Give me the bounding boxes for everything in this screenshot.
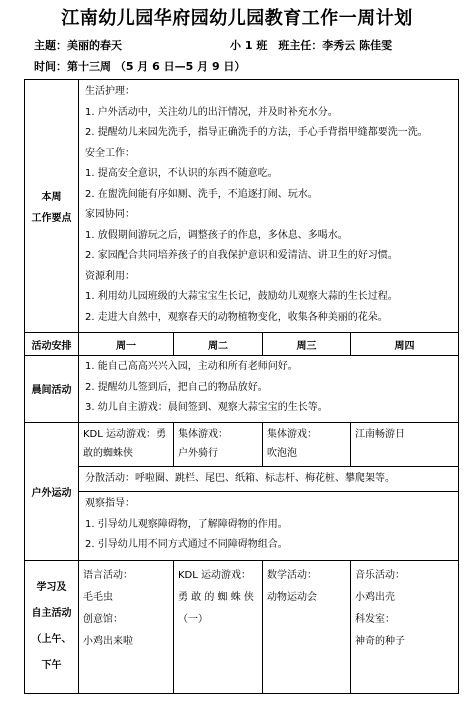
day-header-mon: 周一 <box>79 333 174 356</box>
day-header-wed: 周三 <box>263 333 351 356</box>
goal-line: 2. 走进大自然中，观察春天的动物植物变化，收集各种美丽的花朵。 <box>85 311 388 323</box>
theme-label: 主题：美丽的春天 <box>34 39 122 52</box>
class-teacher-label: 小 1 班 班主任：李秀云 陈佳雯 <box>230 39 393 52</box>
morning-content <box>79 356 459 423</box>
outdoor-game-thu: 江南畅游日 <box>351 422 459 466</box>
learning-mon: 语言活动： 毛毛虫 创意馆： 小鸡出来啦 <box>79 560 174 693</box>
schedule-header-row <box>25 333 459 356</box>
weekly-plan-table <box>24 79 459 694</box>
goal-line: 1. 利用幼儿园班级的大蒜宝宝生长记，鼓励幼儿观察大蒜的生长过程。 <box>85 291 398 302</box>
day-header-thu: 周四 <box>351 333 459 356</box>
page-title: 江南幼儿园华府园幼儿园教育工作一周计划 <box>61 8 413 29</box>
outdoor-guide-row <box>25 492 459 561</box>
goal-line: 2. 家园配合共同培养孩子的自我保护意识和爱清洁、讲卫生的好习惯。 <box>85 250 398 261</box>
weekly-goals-label: 本周 工作要点 <box>25 80 79 333</box>
goal-line: 资源利用： <box>85 270 135 282</box>
outdoor-scattered: 分散活动：呼啦圈、跳栏、尾巴、纸箱、标志杆、梅花桩、攀爬架等。 <box>79 466 459 492</box>
learning-wed: 数学活动： 动物运动会 <box>263 560 351 693</box>
goal-line: 1. 放假期间游玩之后，调整孩子的作息，多休息、多喝水。 <box>85 229 348 241</box>
outdoor-game-mon: KDL 运动游戏：勇 敢的蜘蛛侠 <box>79 422 174 466</box>
outdoor-games-row <box>25 422 459 466</box>
outdoor-scattered-row <box>25 466 459 492</box>
morning-line: 1. 能自己高高兴兴入园，主动和所有老师问好。 <box>85 361 298 372</box>
learning-row <box>25 560 459 693</box>
goal-line: 2. 提醒幼儿来园先洗手，指导正确洗手的方法，手心手背指甲缝都要洗一洗。 <box>85 127 428 138</box>
schedule-label: 活动安排 <box>25 333 79 356</box>
time-label: 时间：第十三周 （5 月 6 日—5 月 9 日） <box>34 60 246 73</box>
goal-line: 1. 户外活动中，关注幼儿的出汗情况，并及时补充水分。 <box>85 106 338 118</box>
morning-label: 晨间活动 <box>25 356 79 423</box>
learning-label: 学习及 自主活动 （上午、 下午 <box>25 560 79 693</box>
outdoor-guide: 观察指导： 1. 引导幼儿观察障碍物，了解障碍物的作用。 2. 引导幼儿用不同方式通过不同障碍物组合。 <box>79 492 459 561</box>
weekly-goals-row <box>25 80 459 333</box>
learning-thu: 音乐活动： 小鸡出壳 科发室： 神奇的种子 <box>351 560 459 693</box>
goal-line: 安全工作： <box>85 147 135 159</box>
goal-line: 家园协同： <box>85 209 135 220</box>
goal-line: 生活护理： <box>85 86 135 97</box>
outdoor-game-tue: 集体游戏： 户外骑行 <box>174 422 263 466</box>
weekly-goals-content <box>79 80 459 333</box>
goal-line: 2. 在盥洗间能有序如厕、洗手，不追逐打闹、玩水。 <box>85 188 318 200</box>
day-header-tue: 周二 <box>174 333 263 356</box>
morning-line: 2. 提醒幼儿签到后，把自己的物品放好。 <box>85 381 268 393</box>
goal-line: 1. 提高安全意识，不认识的东西不随意吃。 <box>85 168 278 179</box>
outdoor-game-wed: 集体游戏： 吹泡泡 <box>263 422 351 466</box>
outdoor-label: 户外运动 <box>25 422 79 560</box>
morning-line: 3. 幼儿自主游戏：晨间签到、观察大蒜宝宝的生长等。 <box>85 402 328 413</box>
morning-row <box>25 356 459 423</box>
learning-tue: KDL 运动游戏： 勇 敢 的 蜘 蛛 侠 （一） <box>174 560 263 693</box>
